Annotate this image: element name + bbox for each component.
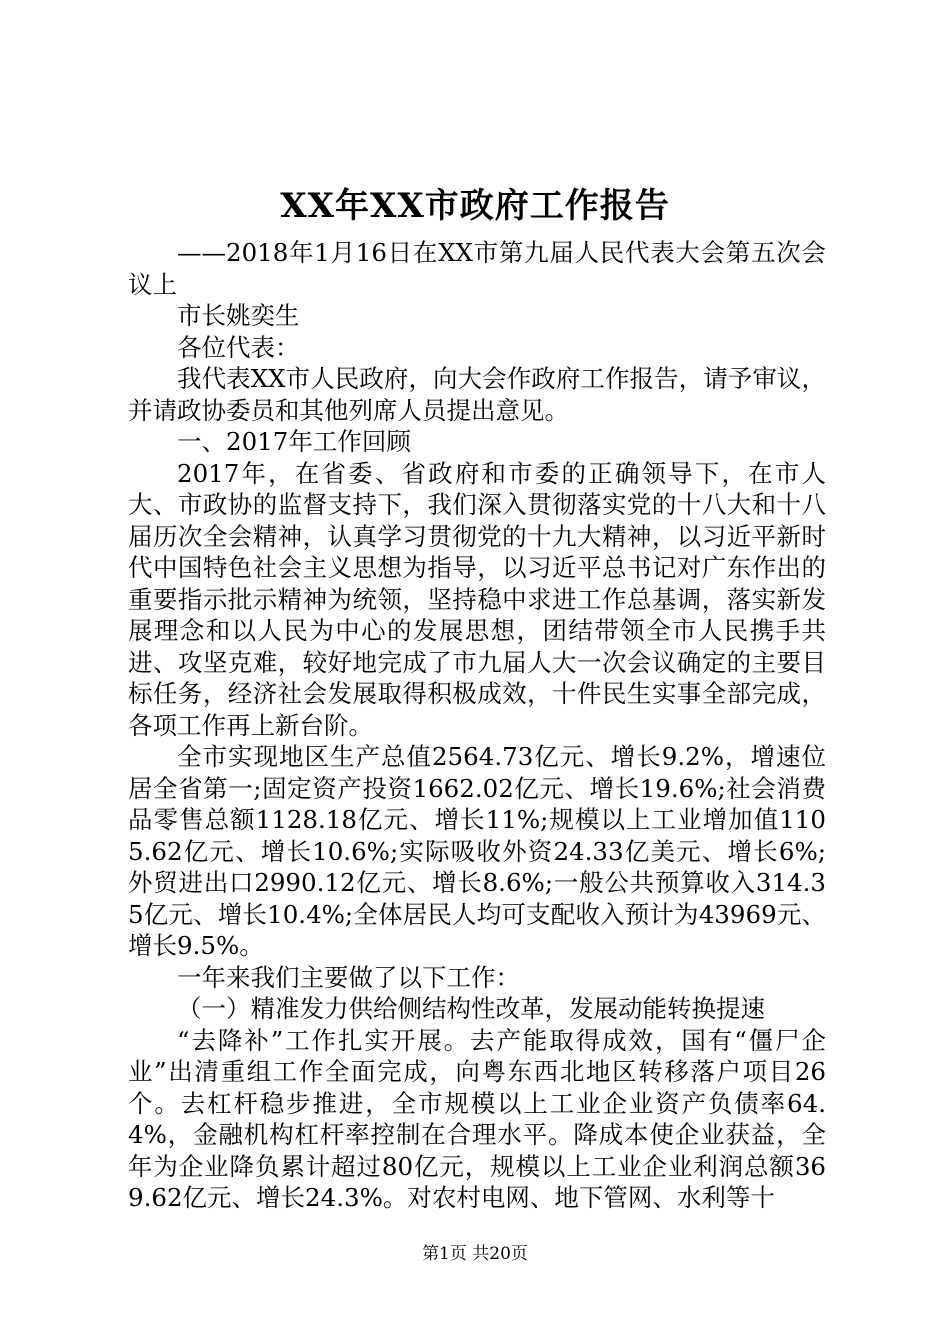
work-intro-paragraph: 一年来我们主要做了以下工作：: [177, 962, 520, 992]
speaker-line: 市长姚奕生: [177, 301, 300, 330]
reform-paragraph: “去降补”工作扎实开展。去产能取得成效，国有“僵尸企业”出清重组工作全面完成，向粤东西北地区转移落户项目26个。去杠杆稳步推进，全市规模以上工业企业资产负债率64.4%，金融机构杠杆率控制在合理水平。降成本使企业获益，全年为企业降负累计超过80亿元，规模以上工业企业利润总额369.62亿元、增长24.3%。对农村电网、地下管网、水利等十: [128, 1025, 826, 1212]
section-heading: 一、2017年工作回顾: [177, 427, 411, 456]
opening-paragraph: 我代表XX市人民政府，向大会作政府工作报告，请予审议，并请政协委员和其他列席人员提出意见。: [128, 364, 826, 425]
page-number-footer: 第1页 共20页: [422, 1244, 528, 1264]
subtitle-paragraph: ——2018年1月16日在XX市第九届人民代表大会第五次会议上: [128, 238, 826, 299]
salutation-paragraph: 各位代表：: [177, 332, 300, 362]
review-paragraph: 2017年，在省委、省政府和市委的正确领导下，在市人大、市政协的监督支持下，我们深入贯彻落实党的十八大和十八届历次全会精神，认真学习贯彻党的十九大精神，以习近平新时代中国特色社会主义思想为指导，以习近平总书记对广东作出的重要指示批示精神为统领，坚持稳中求进工作总基调，落实新发展理念和以人民为中心的发展思想，团结带领全市人民携手共进、攻坚克难，较好地完成了市九届人大一次会议确定的主要目标任务，经济社会发展取得积极成效，十件民生实事全部完成，各项工作再上新台阶。: [128, 458, 826, 740]
subsection-heading: （一）精准发力供给侧结构性改革，发展动能转换提速: [177, 994, 765, 1023]
document-body: [128, 237, 826, 1214]
statistics-paragraph: 全市实现地区生产总值2564.73亿元、增长9.2%，增速位居全省第一;固定资产投资1662.02亿元、增长19.6%;社会消费品零售总额1128.18亿元、增长11%;规模以上工业增加值1105.62亿元、增长10.6%;实际吸收外资24.33亿美元、增长6%;外贸进出口2990.12亿元、增长8.6%;一般公共预算收入314.35亿元、增长10.4%;全体居民人均可支配收入预计为43969元、增长9.5%。: [128, 742, 826, 960]
document-title: XX年XX市政府工作报告: [280, 186, 670, 226]
